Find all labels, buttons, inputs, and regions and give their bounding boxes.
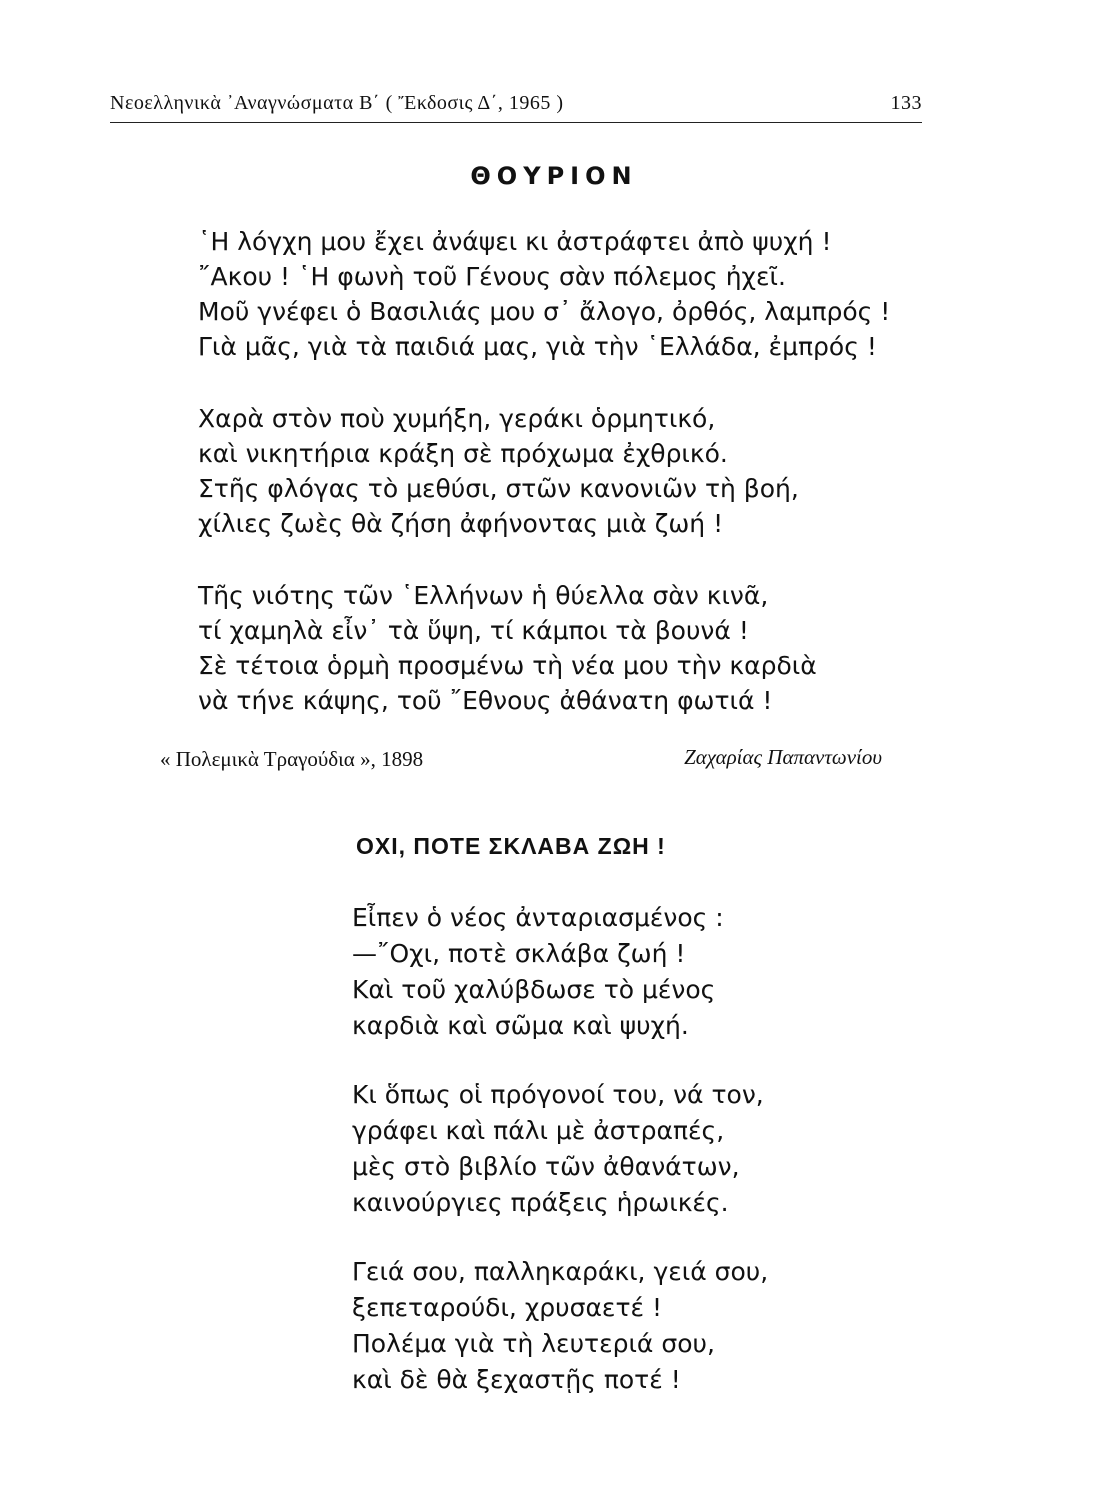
verse-line: Κι ὅπως οἱ πρόγονοί του, νά τον, — [352, 1080, 764, 1109]
verse-line: καινούργιες πράξεις ἡρωικές. — [352, 1188, 729, 1217]
poem-source: « Πολεμικὰ Τραγούδια », 1898 — [160, 747, 424, 771]
verse-line: ῾Η λόγχη μου ἔχει ἀνάψει κι ἀστράφτει ἀπὸ ψυχή ! — [198, 227, 832, 256]
stanza-1 — [352, 900, 768, 1044]
verse-line: Γιὰ μᾶς, γιὰ τὰ παιδιά μας, γιὰ τὴν ῾Ελλάδα, ἐμπρός ! — [198, 332, 877, 361]
verse-line: Πολέμα γιὰ τὴ λευτεριά σου, — [352, 1329, 715, 1358]
verse-line: νὰ τήνε κάψης, τοῦ ῎Εθνους ἀθάνατη φωτιά ! — [198, 686, 773, 715]
stanza-3 — [198, 578, 890, 718]
verse-line: τί χαμηλὰ εἶν᾿ τὰ ὕψη, τί κάμποι τὰ βουνά ! — [198, 616, 749, 645]
verse-line: —῎Οχι, ποτὲ σκλάβα ζωή ! — [352, 939, 686, 968]
poem-title-thourion: ΘΟΥΡΙΟΝ — [470, 162, 638, 190]
verse-line: μὲς στὸ βιβλίο τῶν ἀθανάτων, — [352, 1152, 740, 1181]
verse-line: Καὶ τοῦ χαλύβδωσε τὸ μένος — [352, 975, 716, 1004]
verse-line: Μοῦ γνέφει ὁ Βασιλιάς μου σ᾿ ἄλογο, ὀρθός, λαμπρός ! — [198, 297, 891, 326]
verse-line: Εἶπεν ὁ νέος ἀνταριασμένος : — [352, 903, 724, 932]
verse-line: Τῆς νιότης τῶν ῾Ελλήνων ἡ θύελλα σὰν κινᾶ, — [198, 581, 769, 610]
verse-line: Γειά σου, παλληκαράκι, γειά σου, — [352, 1257, 769, 1286]
verse-line: Χαρὰ στὸν ποὺ χυμήξη, γεράκι ὁρμητικό, — [198, 404, 716, 433]
stanza-1 — [198, 224, 890, 364]
verse-line: ῎Ακου ! ῾Η φωνὴ τοῦ Γένους σὰν πόλεμος ἠχεῖ. — [198, 262, 786, 291]
verse-line: γράφει καὶ πάλι μὲ ἀστραπές, — [352, 1116, 725, 1145]
verse-line: καὶ νικητήρια κράξη σὲ πρόχωμα ἐχθρικό. — [198, 439, 728, 468]
running-head: Νεοελληνικὰ ᾿Αναγνώσματα Β΄ ( Ἔκδοσις Δ΄, 1965 ) — [110, 92, 564, 114]
verse-line: καρδιὰ καὶ σῶμα καὶ ψυχή. — [352, 1011, 689, 1040]
verse-line: ξεπεταρούδι, χρυσαετέ ! — [352, 1293, 662, 1322]
page-header — [110, 90, 922, 123]
poem-ochi — [352, 900, 768, 1398]
stanza-2 — [198, 401, 890, 541]
stanza-2 — [352, 1077, 768, 1221]
verse-line: καὶ δὲ θὰ ξεχαστῇς ποτέ ! — [352, 1365, 681, 1394]
poem-author: Ζαχαρίας Παπαντωνίου — [684, 745, 882, 769]
stanza-3 — [352, 1254, 768, 1398]
verse-line: Στῆς φλόγας τὸ μεθύσι, στῶν κανονιῶν τὴ βοή, — [198, 474, 799, 503]
page-number: 133 — [890, 92, 922, 114]
verse-line: χίλιες ζωὲς θὰ ζήση ἀφήνοντας μιὰ ζωή ! — [198, 509, 724, 538]
verse-line: Σὲ τέτοια ὁρμὴ προσμένω τὴ νέα μου τὴν καρδιὰ — [198, 651, 817, 680]
poem-thourion — [198, 224, 890, 718]
poem-title-ochi: ΟΧΙ, ΠΟΤΕ ΣΚΛΑΒΑ ΖΩΗ ! — [356, 833, 666, 859]
